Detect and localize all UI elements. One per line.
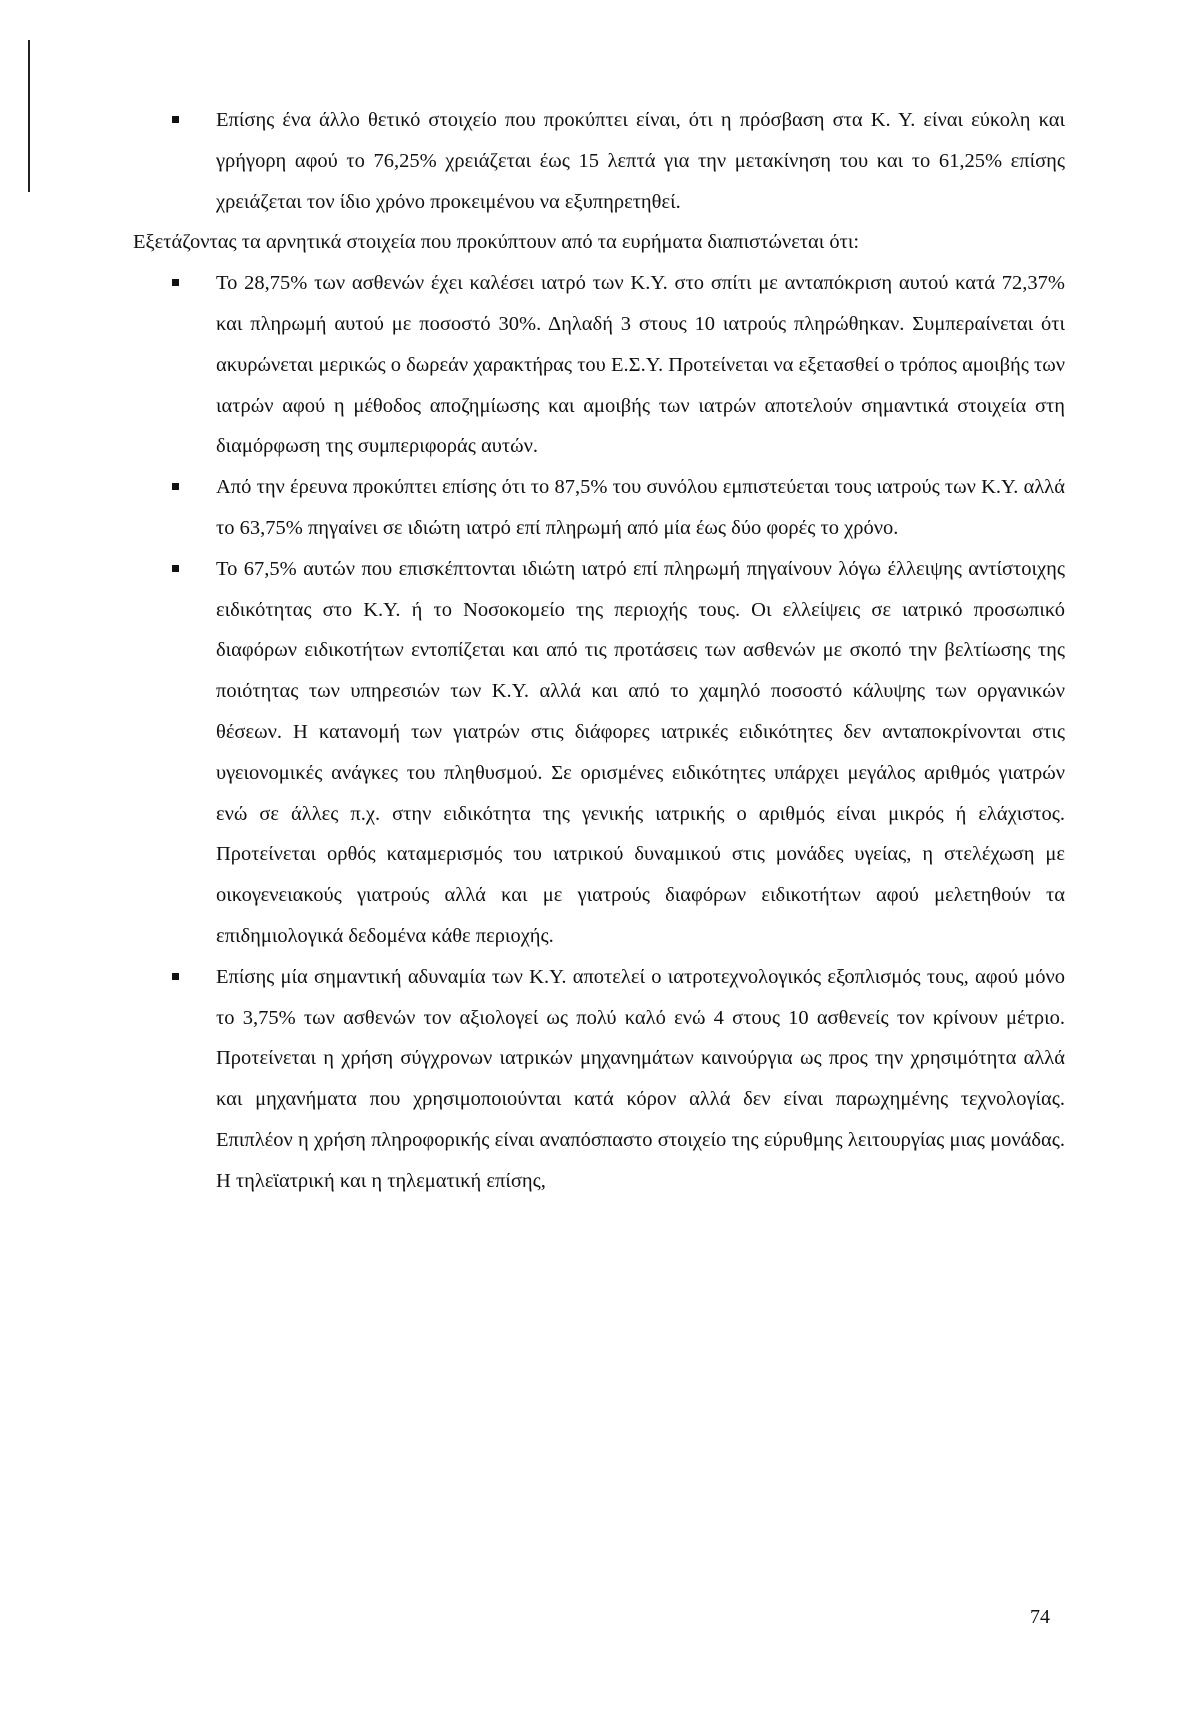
bullet-text: Από την έρευνα προκύπτει επίσης ότι το 87,5% του συνόλου εμπιστεύεται τους ιατρούς των Κ.Υ. αλλά το 63,75% πηγαίνει σε ιδιώτη ιατρό επί πληρωμή από μία έως δύο φορές το χρόνο. (216, 476, 1065, 539)
bullet-text: Επίσης μία σημαντική αδυναμία των Κ.Υ. αποτελεί ο ιατροτεχνολογικός εξοπλισμός τους, αφού μόνο το 3,75% των ασθενών τον αξιολογεί ως πολύ καλό ενώ 4 στους 10 ασθενείς τον κρίνουν μέτριο. Προτείνεται η χρήση σύγχρονων ιατρικών μηχανημάτων καινούργια ως προς την χρησιμότητα αλλά και μηχανήματα που χρησιμοποιούνται κατά κόρον αλλά δεν είναι παρωχημένης τεχνολογίας. Επιπλέον η χρήση πληροφορικής είναι αναπόσπαστο στοιχείο της εύρυθμης λειτουργίας μιας μονάδας. Η τηλεϊατρική και η τηλεματική επίσης, (216, 965, 1065, 1192)
bullet-item (172, 100, 1065, 222)
bullet-text: Επίσης ένα άλλο θετικό στοιχείο που προκύπτει είναι, ότι η πρόσβαση στα Κ. Υ. είναι εύκολη και γρήγορη αφού το 76,25% χρειάζεται έως 15 λεπτά για την μετακίνηση του και το 61,25% επίσης χρειάζεται τον ίδιο χρόνο προκειμένου να εξυπηρετηθεί. (216, 109, 1065, 213)
page-number: 74 (1030, 1606, 1050, 1628)
square-bullet-icon (172, 279, 179, 286)
bullet-item (172, 467, 1065, 549)
square-bullet-icon (172, 116, 179, 123)
bullet-text: Το 28,75% των ασθενών έχει καλέσει ιατρό των Κ.Υ. στο σπίτι με ανταπόκριση αυτού κατά 72,37% και πληρωμή αυτού με ποσοστό 30%. Δηλαδή 3 στους 10 ιατρούς πληρώθηκαν. Συμπεραίνεται ότι ακυρώνεται μερικώς ο δωρεάν χαρακτήρας του Ε.Σ.Υ. Προτείνεται να εξετασθεί ο τρόπος αμοιβής των ιατρών αφού η μέθοδος αποζημίωσης και αμοιβής των ιατρών αποτελούν σημαντικά στοιχεία στη διαμόρφωση της συμπεριφοράς αυτών. (216, 272, 1065, 458)
bullet-item (172, 263, 1065, 467)
square-bullet-icon (172, 565, 179, 572)
square-bullet-icon (172, 483, 179, 490)
bullet-item (172, 957, 1065, 1202)
bullet-text: Το 67,5% αυτών που επισκέπτονται ιδιώτη ιατρό επί πληρωμή πηγαίνουν λόγω έλλειψης αντίστοιχης ειδικότητας στο Κ.Υ. ή το Νοσοκομείο της περιοχής τους. Οι ελλείψεις σε ιατρικό προσωπικό διαφόρων ειδικοτήτων εντοπίζεται και από τις προτάσεις των ασθενών με σκοπό την βελτίωσης της ποιότητας των υπηρεσιών των Κ.Υ. αλλά και από το χαμηλό ποσοστό κάλυψης των οργανικών θέσεων. Η κατανομή των γιατρών στις διάφορες ιατρικές ειδικότητες δεν ανταποκρίνονται στις υγειονομικές ανάγκες του πληθυσμού. Σε ορισμένες ειδικότητες υπάρχει μεγάλος αριθμός γιατρών ενώ σε άλλες π.χ. στην ειδικότητα της γενικής ιατρικής ο αριθμός είναι μικρός ή ελάχιστος. Προτείνεται ορθός καταμερισμός του ιατρικού δυναμικού στις μονάδες υγείας, η στελέχωση με οικογενειακούς γιατρούς αλλά και με γιατρούς διαφόρων ειδικοτήτων αφού μελετηθούν τα επιδημιολογικά δεδομένα κάθε περιοχής. (216, 557, 1065, 947)
margin-rule (28, 40, 30, 192)
page-body (133, 100, 1065, 1202)
intro-paragraph: Εξετάζοντας τα αρνητικά στοιχεία που προκύπτουν από τα ευρήματα διαπιστώνεται ότι: (133, 231, 860, 254)
bullet-item (172, 549, 1065, 957)
square-bullet-icon (172, 973, 179, 980)
